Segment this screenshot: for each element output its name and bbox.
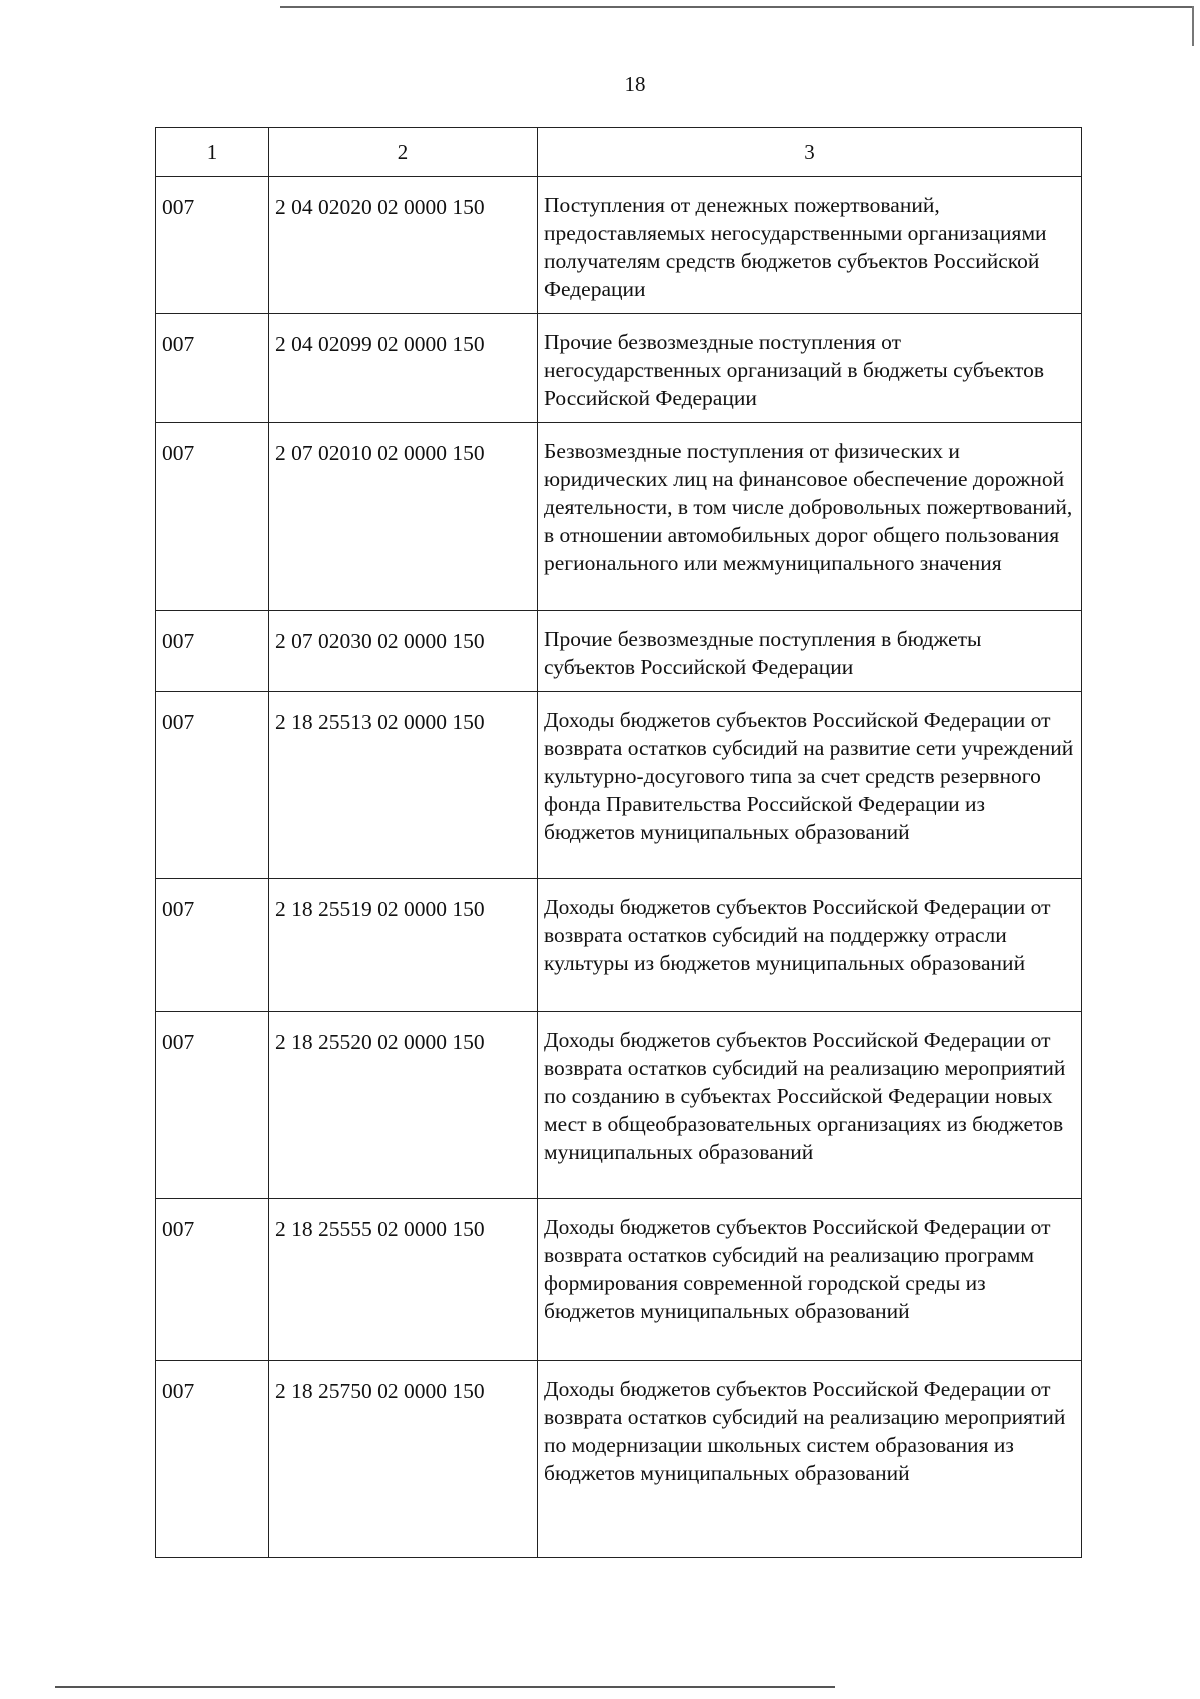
revenue-description: Доходы бюджетов субъектов Российской Федерации от возврата остатков субсидий на поддержку отрасли культуры из бюджетов муниципальных образований bbox=[538, 879, 1082, 1012]
revenue-description: Прочие безвозмездные поступления от негосударственных организаций в бюджеты субъектов Российской Федерации bbox=[538, 314, 1082, 423]
table-row bbox=[156, 423, 1082, 611]
admin-code: 007 bbox=[156, 423, 269, 611]
admin-code: 007 bbox=[156, 1012, 269, 1199]
admin-code: 007 bbox=[156, 1199, 269, 1361]
revenue-description: Безвозмездные поступления от физических и юридических лиц на финансовое обеспечение дорожной деятельности, в том числе добровольных пожертвований, в отношении автомобильных дорог общего пользования регионального или межмуниципального значения bbox=[538, 423, 1082, 611]
scan-edge-bottom bbox=[55, 1686, 835, 1688]
table-row bbox=[156, 1012, 1082, 1199]
revenue-codes-table bbox=[155, 127, 1082, 1558]
revenue-description: Доходы бюджетов субъектов Российской Федерации от возврата остатков субсидий на развитие сети учреждений культурно-досугового типа за счет средств резервного фонда Правительства Российской Федерации из бюджетов муниципальных образований bbox=[538, 692, 1082, 879]
admin-code: 007 bbox=[156, 611, 269, 692]
revenue-description: Доходы бюджетов субъектов Российской Федерации от возврата остатков субсидий на реализацию мероприятий по модернизации школьных систем образования из бюджетов муниципальных образований bbox=[538, 1361, 1082, 1558]
table-header-row bbox=[156, 128, 1082, 177]
admin-code: 007 bbox=[156, 177, 269, 314]
budget-code: 2 07 02030 02 0000 150 bbox=[269, 611, 538, 692]
revenue-description: Доходы бюджетов субъектов Российской Федерации от возврата остатков субсидий на реализацию программ формирования современной городской среды из бюджетов муниципальных образований bbox=[538, 1199, 1082, 1361]
header-col-1: 1 bbox=[156, 128, 269, 177]
table-row bbox=[156, 314, 1082, 423]
table-row bbox=[156, 177, 1082, 314]
revenue-description: Поступления от денежных пожертвований, предоставляемых негосударственными организациями получателям средств бюджетов субъектов Российской Федерации bbox=[538, 177, 1082, 314]
page-number: 18 bbox=[624, 72, 646, 96]
budget-code: 2 04 02020 02 0000 150 bbox=[269, 177, 538, 314]
table-row bbox=[156, 1361, 1082, 1558]
budget-code: 2 18 25519 02 0000 150 bbox=[269, 879, 538, 1012]
budget-code: 2 18 25555 02 0000 150 bbox=[269, 1199, 538, 1361]
table-row bbox=[156, 1199, 1082, 1361]
budget-code: 2 18 25520 02 0000 150 bbox=[269, 1012, 538, 1199]
revenue-description: Доходы бюджетов субъектов Российской Федерации от возврата остатков субсидий на реализацию мероприятий по созданию в субъектах Российской Федерации новых мест в общеобразовательных организациях из бюджетов муниципальных образований bbox=[538, 1012, 1082, 1199]
header-col-2: 2 bbox=[269, 128, 538, 177]
admin-code: 007 bbox=[156, 314, 269, 423]
admin-code: 007 bbox=[156, 879, 269, 1012]
table-row bbox=[156, 692, 1082, 879]
budget-code: 2 07 02010 02 0000 150 bbox=[269, 423, 538, 611]
table-row bbox=[156, 611, 1082, 692]
admin-code: 007 bbox=[156, 1361, 269, 1558]
budget-code: 2 04 02099 02 0000 150 bbox=[269, 314, 538, 423]
table-row bbox=[156, 879, 1082, 1012]
budget-code: 2 18 25750 02 0000 150 bbox=[269, 1361, 538, 1558]
scan-edge-top bbox=[280, 6, 1192, 8]
admin-code: 007 bbox=[156, 692, 269, 879]
header-col-3: 3 bbox=[538, 128, 1082, 177]
scan-edge-right bbox=[1192, 6, 1194, 46]
budget-code: 2 18 25513 02 0000 150 bbox=[269, 692, 538, 879]
revenue-description: Прочие безвозмездные поступления в бюджеты субъектов Российской Федерации bbox=[538, 611, 1082, 692]
